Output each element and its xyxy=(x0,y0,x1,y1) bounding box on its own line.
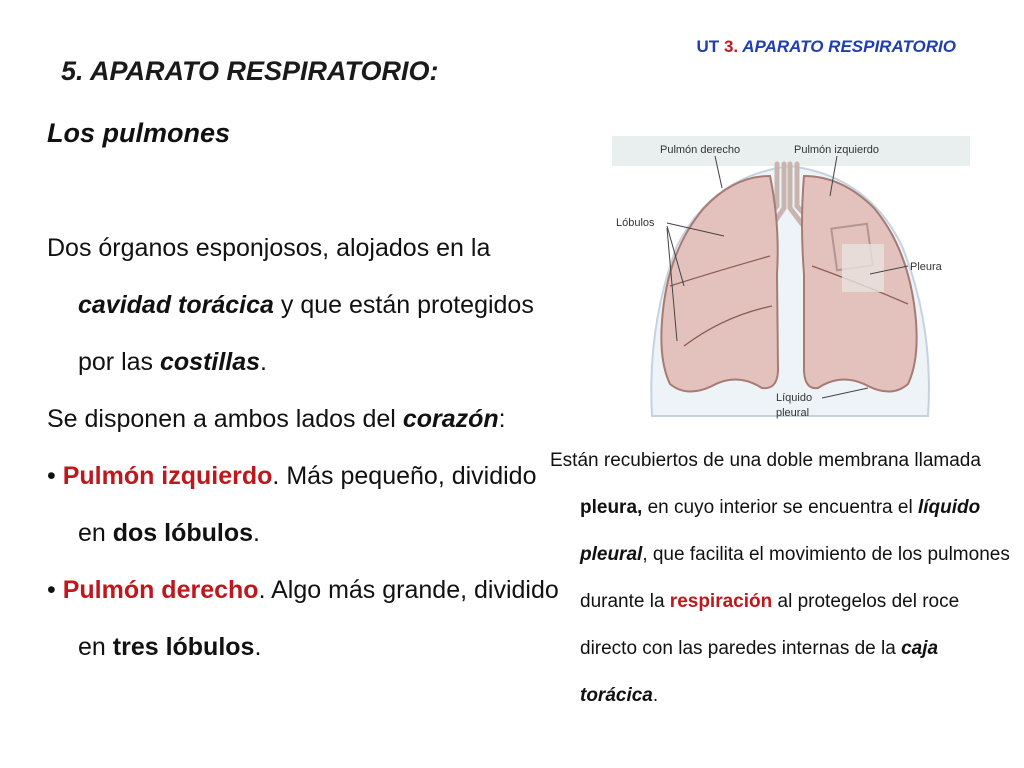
label-lobes: Lóbulos xyxy=(616,217,655,229)
label-pleura: Pleura xyxy=(910,261,942,273)
bullet-mark: • xyxy=(47,576,63,604)
text-span: . xyxy=(260,348,267,376)
unit-prefix: UT xyxy=(696,37,720,56)
bullet-mark: • xyxy=(47,462,63,490)
text-span: . Más pequeño, dividido en xyxy=(78,462,537,547)
paragraph-pleura xyxy=(550,437,1010,719)
text-span: y que están protegidos por las xyxy=(78,291,534,376)
lungs-illustration xyxy=(612,136,970,426)
text-span: al protegelos del roce directo con las paredes internas de la xyxy=(580,591,960,659)
term-respiration: respiración xyxy=(669,591,773,612)
page-title: 5. APARATO RESPIRATORIO: xyxy=(61,56,439,86)
term-heart: corazón xyxy=(402,405,499,433)
text-span: . xyxy=(652,685,659,706)
text-span: Se disponen a ambos lados del xyxy=(47,405,403,433)
label-right-lung: Pulmón derecho xyxy=(660,144,741,156)
right-text-block xyxy=(550,437,1010,719)
label-fluid-2: pleural xyxy=(776,407,810,419)
term-pleural-fluid: líquido pleural xyxy=(580,497,981,565)
unit-title: APARATO RESPIRATORIO xyxy=(742,37,956,56)
text-span: . xyxy=(254,633,262,661)
unit-number: 3. xyxy=(723,37,739,56)
label-left-lung: Pulmón izquierdo xyxy=(794,144,879,156)
paragraph-organs xyxy=(47,220,567,391)
term-pleura: pleura, xyxy=(580,497,643,518)
bullet-left-lung xyxy=(47,448,567,562)
text-span: Dos órganos esponjosos, alojados en la xyxy=(47,234,491,262)
text-span: en cuyo interior se encuentra el xyxy=(642,497,918,518)
term-right-lung: Pulmón derecho xyxy=(62,576,259,604)
term-ribs: costillas xyxy=(159,348,261,376)
paragraph-position xyxy=(47,391,567,448)
text-span: : xyxy=(498,405,506,433)
text-span: . Algo más grande, dividido en xyxy=(78,576,559,661)
term-two-lobes: dos lóbulos xyxy=(112,519,254,547)
left-text-block xyxy=(47,220,567,676)
text-span: , que facilita el movimiento de los pulmones durante la xyxy=(580,544,1010,612)
page-subtitle: Los pulmones xyxy=(47,118,231,148)
unit-header xyxy=(697,37,956,57)
text-span: Están recubiertos de una doble membrana llamada xyxy=(550,450,981,471)
term-left-lung: Pulmón izquierdo xyxy=(62,462,273,490)
text-span: . xyxy=(253,519,260,547)
term-rib-cage: caja torácica xyxy=(580,638,939,706)
label-fluid-1: Líquido xyxy=(776,392,813,404)
term-three-lobes: tres lóbulos xyxy=(112,633,255,661)
term-thoracic-cavity: cavidad torácica xyxy=(78,291,274,319)
bullet-right-lung xyxy=(47,562,567,676)
